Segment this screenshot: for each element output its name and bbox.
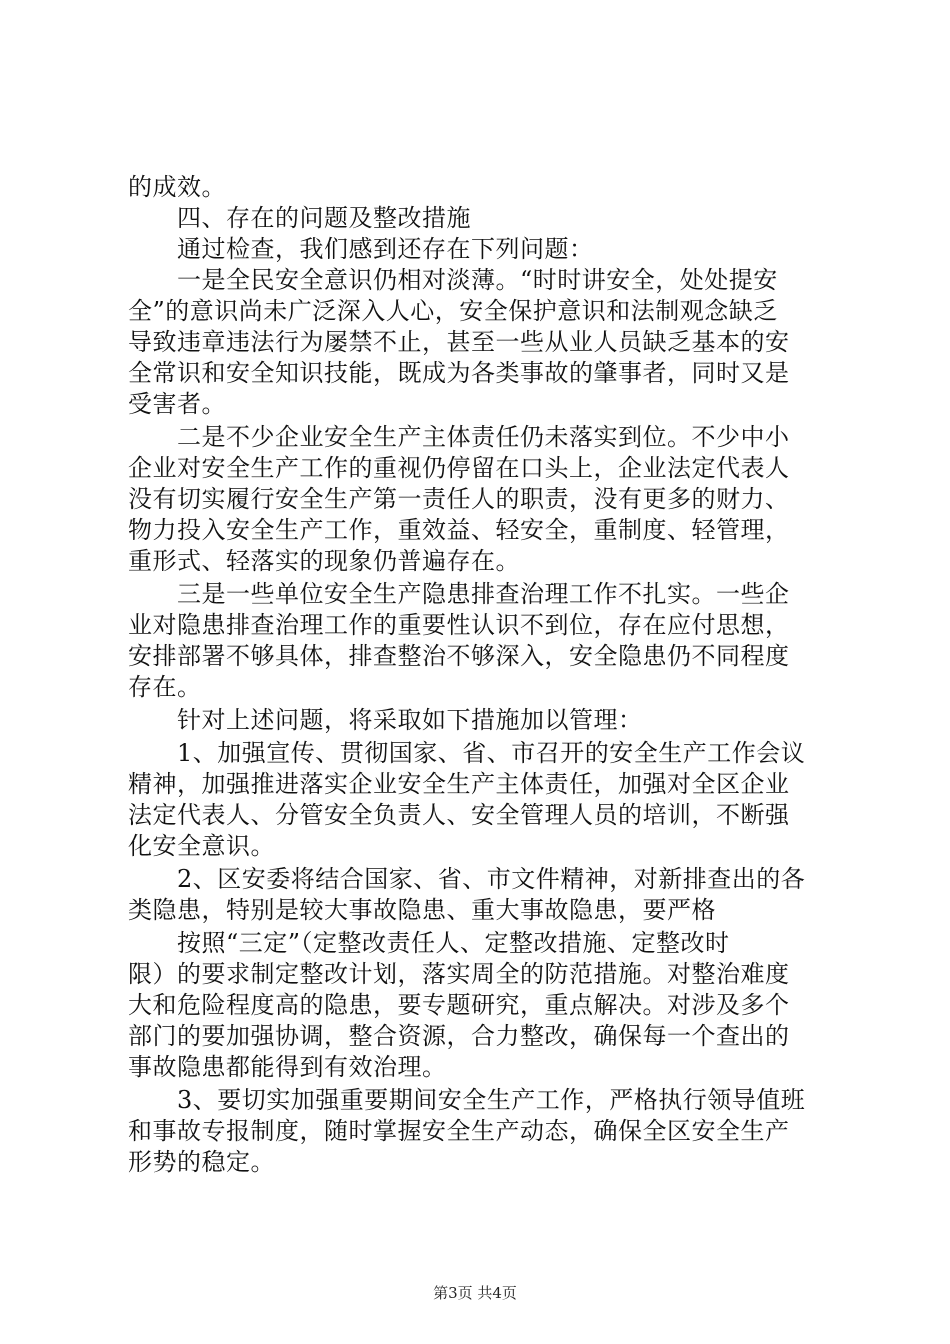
text-line: 形势的稳定。 (128, 1148, 275, 1176)
text-line: 针对上述问题，将采取如下措施加以管理： (128, 706, 643, 734)
text-line: 法定代表人、分管安全负责人、安全管理人员的培训，不断强 (128, 801, 790, 829)
text-line: 二是不少企业安全生产主体责任仍未落实到位。不少中小 (128, 423, 790, 451)
text-line: 化安全意识。 (128, 832, 275, 860)
text-line: 的成效。 (128, 173, 226, 201)
text-line: 3、要切实加强重要期间安全生产工作，严格执行领导值班 (128, 1086, 806, 1114)
text-line: 没有切实履行安全生产第一责任人的职责，没有更多的财力、 (128, 485, 790, 513)
text-line: 全常识和安全知识技能，既成为各类事故的肇事者，同时又是 (128, 359, 790, 387)
text-line: 部门的要加强协调，整合资源，合力整改，确保每一个查出的 (128, 1022, 790, 1050)
text-line: 2、区安委将结合国家、省、市文件精神，对新排查出的各 (128, 865, 806, 893)
text-line: 一是全民安全意识仍相对淡薄。“时时讲安全，处处提安 (128, 266, 778, 294)
text-line: 导致违章违法行为屡禁不止，甚至一些从业人员缺乏基本的安 (128, 328, 790, 356)
document-body (128, 172, 828, 1178)
text-line: 1、加强宣传、贯彻国家、省、市召开的安全生产工作会议 (128, 739, 806, 767)
text-line: 精神，加强推进落实企业安全生产主体责任，加强对全区企业 (128, 770, 790, 798)
page-number-footer: 第3页 共4页 (433, 1284, 517, 1302)
section-heading: 四、存在的问题及整改措施 (128, 204, 471, 232)
text-line: 三是一些单位安全生产隐患排查治理工作不扎实。一些企 (128, 580, 790, 608)
text-line: 通过检查，我们感到还存在下列问题： (128, 235, 594, 263)
text-line: 和事故专报制度，随时掌握安全生产动态，确保全区安全生产 (128, 1117, 790, 1145)
text-line: 受害者。 (128, 390, 226, 418)
text-line: 全”的意识尚未广泛深入人心，安全保护意识和法制观念缺乏 (128, 297, 778, 325)
text-line: 限）的要求制定整改计划，落实周全的防范措施。对整治难度 (128, 960, 790, 988)
text-line: 大和危险程度高的隐患，要专题研究，重点解决。对涉及多个 (128, 991, 790, 1019)
text-line: 安排部署不够具体，排查整治不够深入，安全隐患仍不同程度 (128, 642, 790, 670)
text-line: 物力投入安全生产工作，重效益、轻安全，重制度、轻管理， (128, 516, 790, 544)
text-line: 按照“三定”（定整改责任人、定整改措施、定整改时 (128, 929, 730, 957)
text-line: 事故隐患都能得到有效治理。 (128, 1053, 447, 1081)
text-line: 业对隐患排查治理工作的重要性认识不到位，存在应付思想， (128, 611, 790, 639)
text-line: 重形式、轻落实的现象仍普遍存在。 (128, 547, 520, 575)
text-line: 企业对安全生产工作的重视仍停留在口头上，企业法定代表人 (128, 454, 790, 482)
text-line: 类隐患，特别是较大事故隐患、重大事故隐患，要严格 (128, 896, 716, 924)
text-line: 存在。 (128, 673, 202, 701)
